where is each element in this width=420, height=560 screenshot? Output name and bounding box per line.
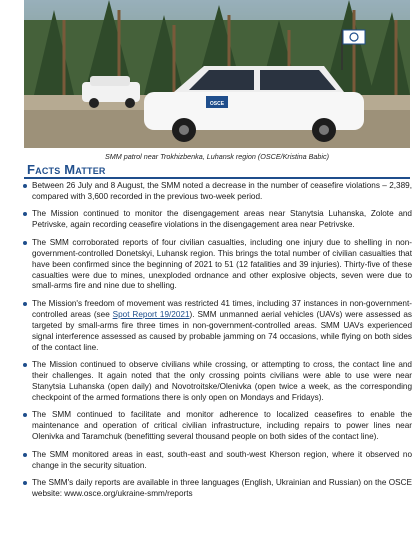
bullet-icon xyxy=(23,241,27,245)
vehicle-marking: OSCE xyxy=(209,101,225,107)
list-item xyxy=(22,181,412,203)
spot-report-link[interactable]: Spot Report 19/2021 xyxy=(112,309,190,319)
facts-list xyxy=(22,181,412,506)
list-item-text: The SMM monitored areas in east, south-east and south-west Kherson region, where it observed no change in the security situation. xyxy=(32,449,412,470)
patrol-photo-illustration xyxy=(24,0,410,148)
bullet-icon xyxy=(23,212,27,216)
list-item-text: The Mission continued to observe civilians while crossing, or attempting to cross, the contact line and their challenges. It again noted that the only crossing points civilians were able to use were near Stanytsia Luhanska (open daily) and Novotroitske/Olenivka (open twice a week, as the corresponding checkpoint of the armed formations there is only open on Mondays and Fridays). xyxy=(32,360,412,402)
list-item-text: The SMM continued to facilitate and monitor adherence to localized ceasefires to enable the maintenance and operation of critical civilian infrastructure, including repairs to power lines near Olenivka and Taramchuk (benefitting several thousand people on both sides of the contact line). xyxy=(32,410,412,442)
list-item xyxy=(22,209,412,231)
list-item-text: The SMM's daily reports are available in three languages (English, Ukrainian and Russian) on the OSCE website: www.osce.org/ukraine-smm/reports xyxy=(32,478,412,498)
bullet-icon xyxy=(23,184,27,188)
patrol-photo xyxy=(24,0,410,148)
list-item xyxy=(22,410,412,443)
bullet-icon xyxy=(23,481,27,485)
list-item-text: The SMM corroborated reports of four civilian casualties, including one injury due to shelling in non-government-controlled Donetskyi, Luhansk region. This brings the total number of civilian casualties that have been confirmed since the beginning of 2021 to 51 (12 fatalities and 39 injuries). Thirty-five of these casualties were due to mines, unexploded ordnance and other explosive objects, seven were due to small-arms fire and nine due to shelling. xyxy=(32,237,412,291)
bullet-icon xyxy=(23,413,27,417)
list-item xyxy=(22,478,412,500)
list-item-text: The Mission's freedom of movement was restricted 41 times, including 37 instances in non-government-controlled areas (see xyxy=(32,298,412,319)
list-item-text: Between 26 July and 8 August, the SMM noted a decrease in the number of ceasefire violations – 2,389, compared with 3,600 recorded in the previous two-week period. xyxy=(32,181,412,201)
bullet-icon xyxy=(23,302,27,306)
title-underline xyxy=(24,177,410,179)
list-item-text: The Mission continued to monitor the disengagement areas near Stanytsia Luhanska, Zolote and Petrivske, again recording ceasefire violations in the disengagement area near Petrivske. xyxy=(32,209,412,230)
list-item xyxy=(22,360,412,404)
list-item xyxy=(22,450,412,472)
bullet-icon xyxy=(23,453,27,457)
section-title: Facts Matter xyxy=(27,162,106,177)
list-item xyxy=(22,238,412,293)
list-item xyxy=(22,299,412,354)
photo-caption: SMM patrol near Trokhizbenka, Luhansk region (OSCE/Kristina Babic) xyxy=(105,152,329,161)
bullet-icon xyxy=(23,363,27,367)
list-item-text: ). SMM unmanned aerial vehicles (UAVs) were assessed as targeted by small-arms fire three times in non-government-controlled areas. SMM UAVs experienced signal interference assessed as caused by probable jamming on 74 occasions, while flying on both sides of the contact line. xyxy=(32,309,413,352)
